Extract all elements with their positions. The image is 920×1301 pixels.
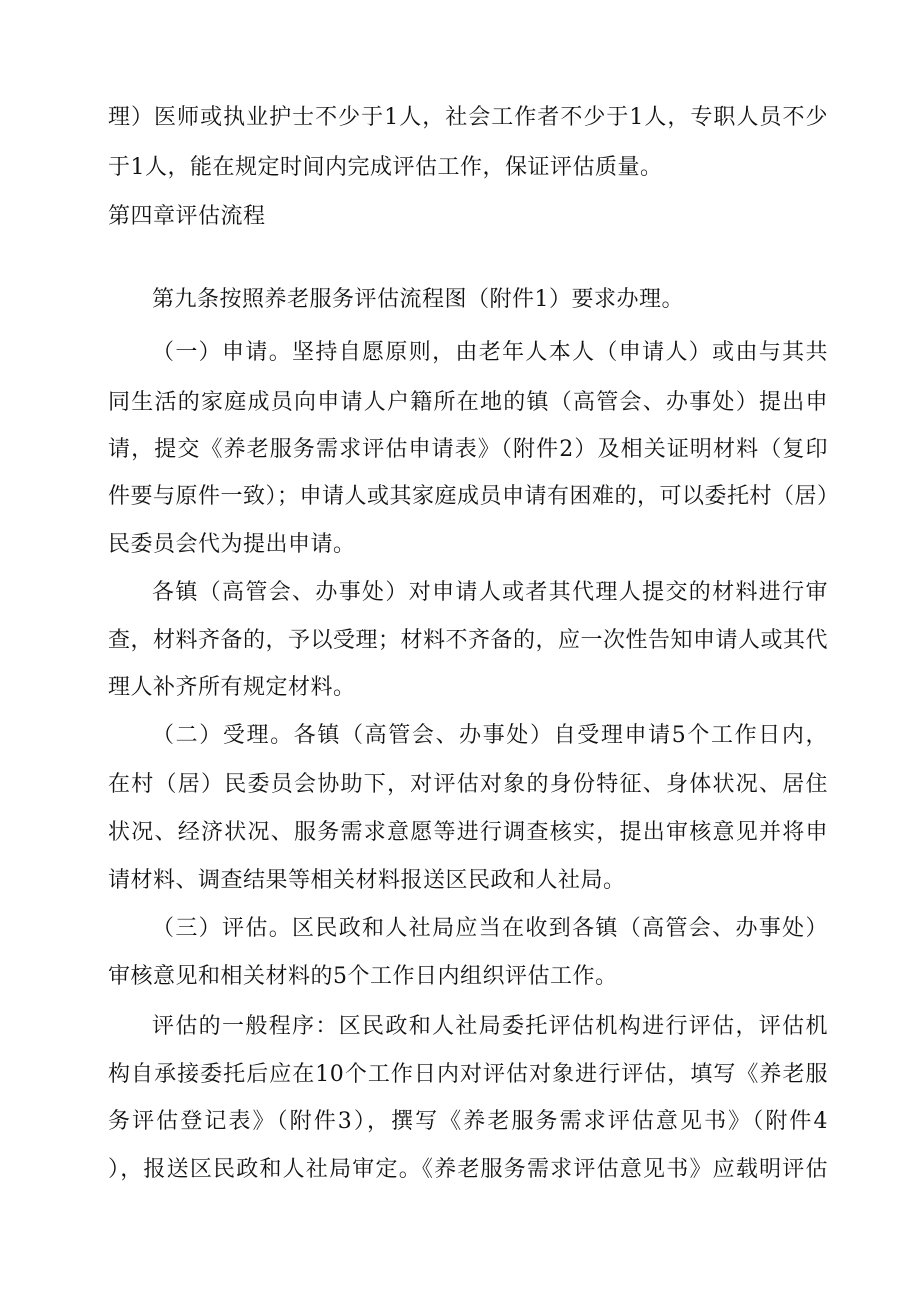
- paragraph-line: 于1人，能在规定时间内完成评估工作，保证评估质量。: [108, 155, 663, 180]
- paragraph-line: （一）申请。坚持自愿原则，由老年人本人（申请人）或由与其共: [152, 340, 828, 365]
- paragraph-line: 请，提交《养老服务需求评估申请表》（附件2）及相关证明材料（复印: [108, 437, 828, 462]
- paragraph-line: 状况、经济状况、服务需求意愿等进行调查核实，提出审核意见并将申: [108, 820, 828, 845]
- paragraph-line: 理）医师或执业护士不少于1人，社会工作者不少于1人，专职人员不少: [108, 105, 828, 130]
- paragraph-line: 查，材料齐备的，予以受理；材料不齐备的，应一次性告知申请人或其代: [108, 628, 829, 653]
- paragraph-line: 构自承接委托后应在10个工作日内对评估对象进行评估，填写《养老服: [108, 1062, 828, 1087]
- paragraph-line: （三）评估。区民政和人社局应当在收到各镇（高管会、办事处）: [152, 916, 828, 941]
- paragraph-line: 理人补齐所有规定材料。: [108, 675, 356, 700]
- paragraph-line: 请材料、调查结果等相关材料报送区民政和人社局。: [108, 868, 626, 893]
- paragraph-line: （二）受理。各镇（高管会、办事处）自受理申请5个工作日内，: [152, 723, 828, 748]
- paragraph-line: 评估的一般程序：区民政和人社局委托评估机构进行评估，评估机: [152, 1014, 828, 1039]
- paragraph-line: 审核意见和相关材料的5个工作日内组织评估工作。: [108, 964, 618, 989]
- paragraph-line: 务评估登记表》（附件3），撰写《养老服务需求评估意见书》（附件4: [108, 1109, 828, 1134]
- paragraph-line: 件要与原件一致）；申请人或其家庭成员申请有困难的，可以委托村（居）: [108, 484, 840, 509]
- paragraph-line: 在村（居）民委员会协助下，对评估对象的身份特征、身体状况、居住: [108, 772, 828, 797]
- chapter-heading: 第四章评估流程: [108, 204, 266, 229]
- paragraph-line: ），报送区民政和人社局审定。《养老服务需求评估意见书》应载明评估: [108, 1157, 828, 1182]
- paragraph-line: 民委员会代为提出申请。: [108, 532, 356, 557]
- article-9-text: 第九条按照养老服务评估流程图（附件1）要求办理。: [152, 287, 684, 312]
- paragraph-line: 同生活的家庭成员向申请人户籍所在地的镇（高管会、办事处）提出申: [108, 390, 828, 415]
- paragraph-line: 各镇（高管会、办事处）对申请人或者其代理人提交的材料进行审: [152, 580, 828, 605]
